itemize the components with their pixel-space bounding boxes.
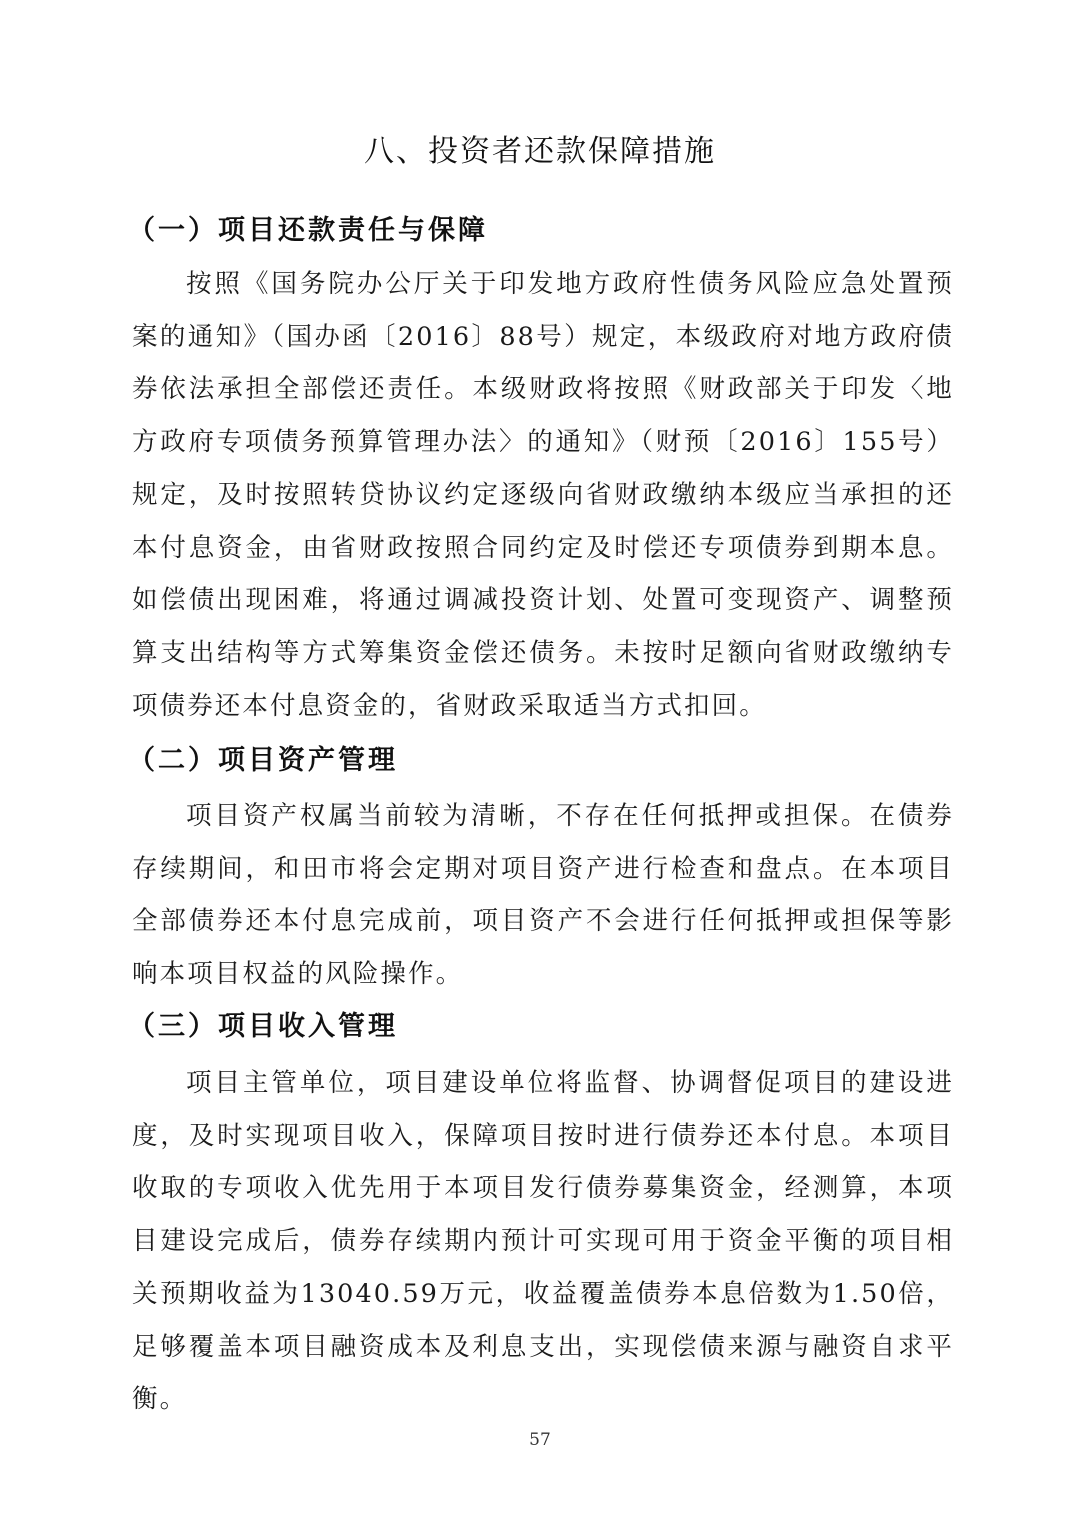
page-number: 57 bbox=[529, 1430, 551, 1450]
section-heading-2: （二）项目资产管理 bbox=[128, 745, 398, 776]
section-heading-1: （一）项目还款责任与保障 bbox=[128, 215, 488, 246]
page-title: 八、投资者还款保障措施 bbox=[364, 134, 716, 169]
section-body-3: 项目主管单位，项目建设单位将监督、协调督促项目的建设进度，及时实现项目收入，保障项目按时进行债券还本付息。本项目收取的专项收入优先用于本项目发行债券募集资金，经测算，本项目建设完成后，债券存续期内预计可实现可用于资金平衡的项目相关预期收益为13040.59万元，收益覆盖债券本息倍数为1.50倍，足够覆盖本项目融资成本及利息支出，实现偿债来源与融资自求平衡。 bbox=[132, 1068, 954, 1415]
section-body-2: 项目资产权属当前较为清晰，不存在任何抵押或担保。在债券存续期间，和田市将会定期对项目资产进行检查和盘点。在本项目全部债券还本付息完成前，项目资产不会进行任何抵押或担保等影响本项目权益的风险操作。 bbox=[132, 801, 954, 990]
section-heading-3: （三）项目收入管理 bbox=[128, 1011, 398, 1042]
section-body-1: 按照《国务院办公厅关于印发地方政府性债务风险应急处置预案的通知》（国办函〔2016〕88号）规定，本级政府对地方政府债券依法承担全部偿还责任。本级财政将按照《财政部关于印发〈地方政府专项债务预算管理办法〉的通知》（财预〔2016〕155号）规定，及时按照转贷协议约定逐级向省财政缴纳本级应当承担的还本付息资金，由省财政按照合同约定及时偿还专项债券到期本息。如偿债出现困难，将通过调减投资计划、处置可变现资产、调整预算支出结构等方式筹集资金偿还债务。未按时足额向省财政缴纳专项债券还本付息资金的，省财政采取适当方式扣回。 bbox=[132, 269, 954, 721]
